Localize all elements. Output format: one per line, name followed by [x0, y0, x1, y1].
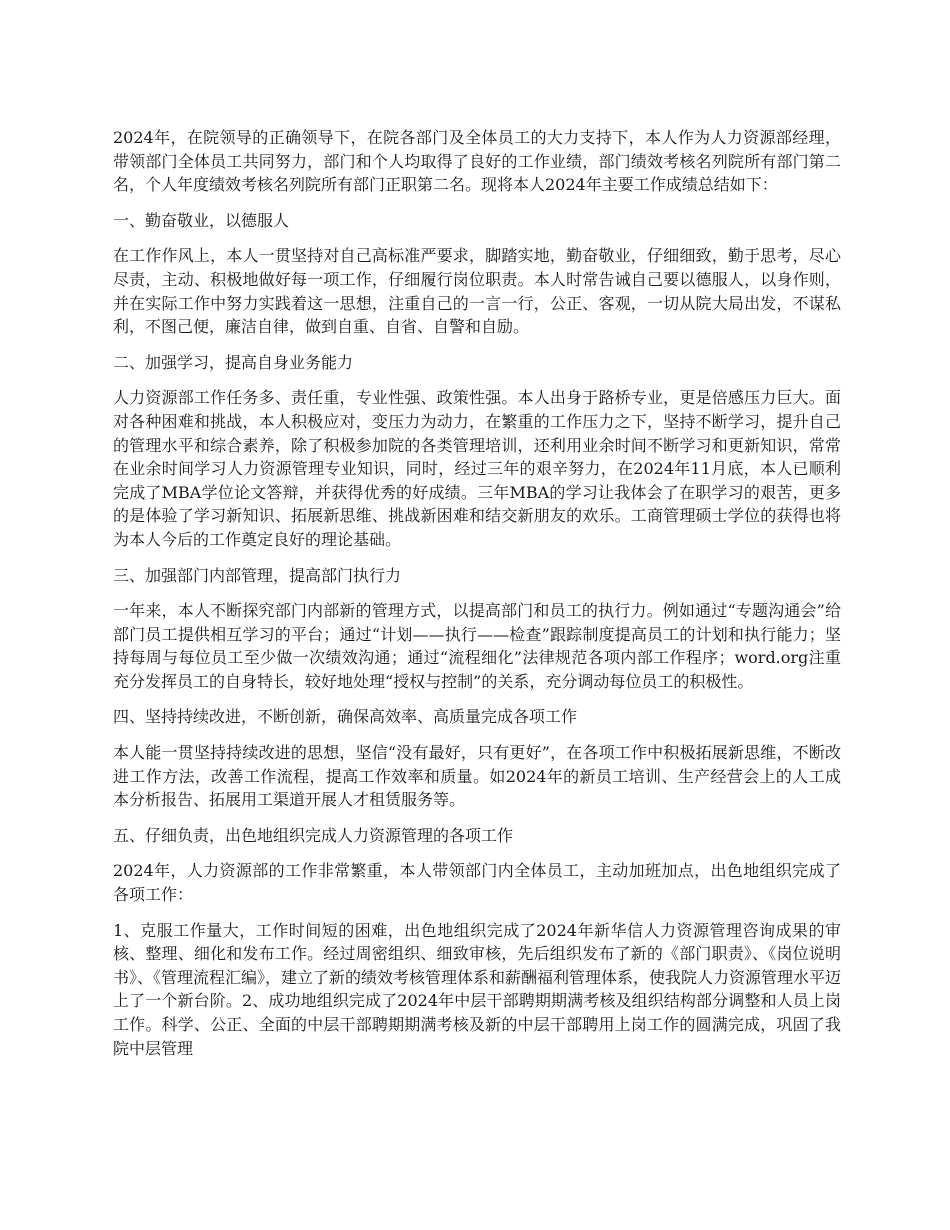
section-5-paragraph-1: 2024年，人力资源部的工作非常繁重，本人带领部门内全体员工，主动加班加点，出色地组织完成了各项工作：	[113, 861, 841, 905]
section-2-paragraph: 人力资源部工作任务多、责任重，专业性强、政策性强。本人出身于路桥专业，更是倍感压力巨大。面对各种困难和挑战，本人积极应对，变压力为动力，在繁重的工作压力之下，坚持不断学习，提升自己的管理水平和综合素养，除了积极参加院的各类管理培训，还利用业余时间不断学习和更新知识，常常在业余时间学习人力资源管理专业知识，同时，经过三年的艰辛努力，在2024年11月底，本人已顺利完成了MBA学位论文答辩，并获得优秀的好成绩。三年MBA的学习让我体会了在职学习的艰苦，更多的是体验了学习新知识、拓展新思维、挑战新困难和结交新朋友的欢乐。工商管理硕士学位的获得也将为本人今后的工作奠定良好的理论基础。	[113, 388, 841, 549]
section-3-heading: 三、加强部门内部管理，提高部门执行力	[113, 565, 402, 585]
section-2-heading: 二、加强学习，提高自身业务能力	[113, 352, 354, 372]
document-body	[113, 126, 841, 1072]
intro-paragraph: 2024年，在院领导的正确领导下，在院各部门及全体员工的大力支持下，本人作为人力资源部经理，带领部门全体员工共同努力，部门和个人均取得了良好的工作业绩，部门绩效考核名列院所有部门第二名，个人年度绩效考核名列院所有部门正职第二名。现将本人2024年主要工作成绩总结如下：	[113, 128, 841, 195]
section-3-paragraph: 一年来，本人不断探究部门内部新的管理方式，以提高部门和员工的执行力。例如通过“专题沟通会”给部门员工提供相互学习的平台；通过“计划——执行——检查”跟踪制度提高员工的计划和执行能力；坚持每周与每位员工至少做一次绩效沟通；通过“流程细化”法律规范各项内部工作程序；word.org注重充分发挥员工的自身特长，较好地处理“授权与控制”的关系，充分调动每位员工的积极性。	[113, 601, 841, 691]
section-1-paragraph: 在工作作风上，本人一贯坚持对自己高标准严要求，脚踏实地，勤奋敬业，仔细细致，勤于思考，尽心尽责，主动、积极地做好每一项工作，仔细履行岗位职责。本人时常告诫自己要以德服人，以身作则，并在实际工作中努力实践着这一思想，注重自己的一言一行，公正、客观，一切从院大局出发，不谋私利，不图己便，廉洁自律，做到自重、自省、自警和自励。	[113, 246, 841, 337]
section-5-paragraph-2: 1、克服工作量大，工作时间短的困难，出色地组织完成了2024年新华信人力资源管理咨询成果的审核、整理、细化和发布工作。经过周密组织、细致审核，先后组织发布了新的《部门职责》、《岗位说明书》、《管理流程汇编》，建立了新的绩效考核管理体系和薪酬福利管理体系，使我院人力资源管理水平迈上了一个新台阶。2、成功地组织完成了2024年中层干部聘期期满考核及组织结构部分调整和人员上岗工作。科学、公正、全面的中层干部聘期期满考核及新的中层干部聘用上岗工作的圆满完成，巩固了我院中层管理	[113, 920, 842, 1058]
section-5-heading: 五、仔细负责，出色地组织完成人力资源管理的各项工作	[113, 825, 514, 845]
section-4-heading: 四、坚持持续改进，不断创新，确保高效率、高质量完成各项工作	[113, 707, 578, 727]
section-4-paragraph: 本人能一贯坚持持续改进的思想，坚信“没有最好，只有更好”，在各项工作中积极拓展新思维，不断改进工作方法，改善工作流程，提高工作效率和质量。如2024年的新员工培训、生产经营会上的人工成本分析报告、拓展用工渠道开展人才租赁服务等。	[113, 743, 841, 810]
section-1-heading: 一、勤奋敬业，以德服人	[113, 210, 290, 230]
